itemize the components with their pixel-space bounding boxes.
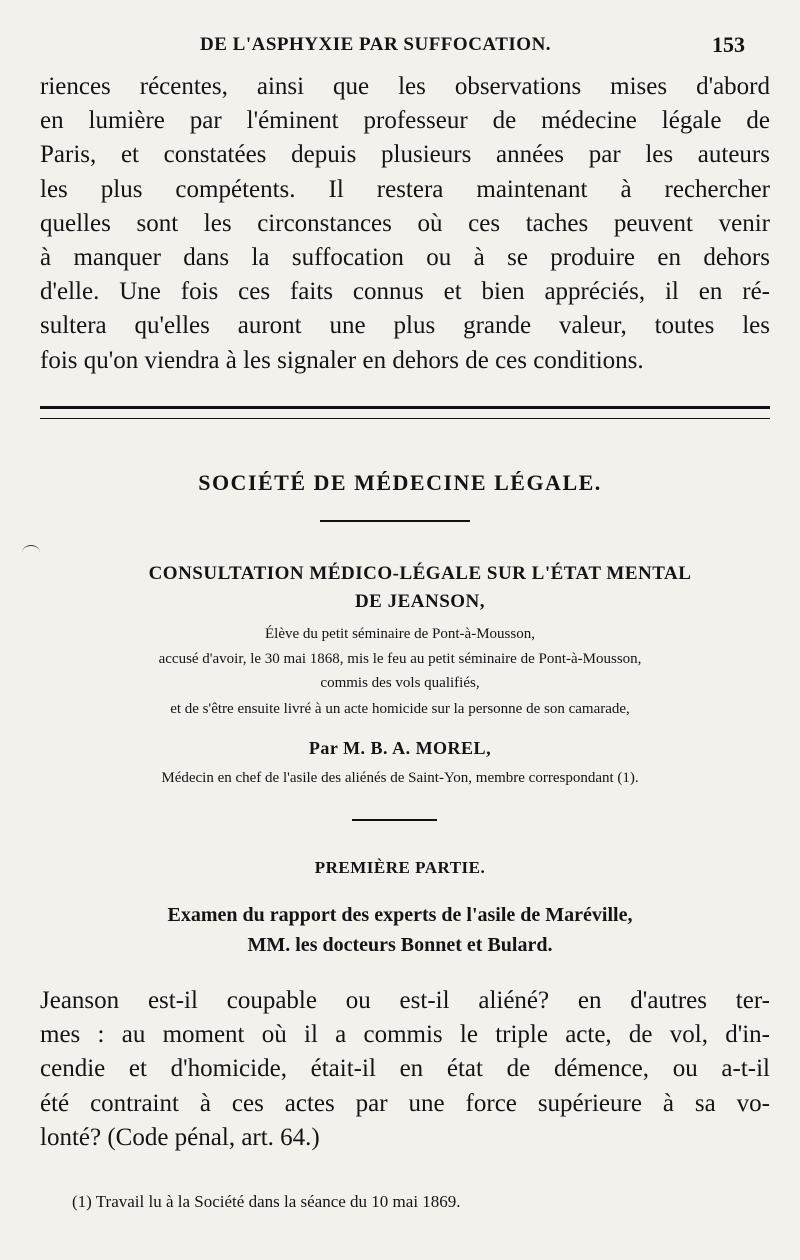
text-line: cendie et d'homicide, était-il en état de démence, ou a-t-il <box>40 1055 770 1083</box>
text-line: les plus compétents. Il restera maintenant à rechercher <box>40 175 770 203</box>
text-line: Paris, et constatées depuis plusieurs années par les auteurs <box>40 141 770 169</box>
text-line: fois qu'on viendra à les signaler en dehors de ces conditions. <box>40 346 644 374</box>
footnote: (1) Travail lu à la Société dans la séance du 10 mai 1869. <box>72 1192 461 1211</box>
paper-mark <box>22 545 40 560</box>
text-line: d'elle. Une fois ces faits connus et bien appréciés, il en ré- <box>40 278 770 306</box>
running-head: DE L'ASPHYXIE PAR SUFFOCATION. <box>200 34 552 55</box>
text-line: quelles sont les circonstances où ces taches peuvent venir <box>40 209 770 237</box>
text-line: été contraint à ces actes par une force supérieure à sa vo- <box>40 1089 770 1117</box>
text-line: en lumière par l'éminent professeur de médecine légale de <box>40 107 770 135</box>
article-detail: Élève du petit séminaire de Pont-à-Mousson, <box>265 626 535 642</box>
text-line: lonté? (Code pénal, art. 64.) <box>40 1123 320 1151</box>
article-title-continued: DE JEANSON, <box>354 591 486 612</box>
text-line: riences récentes, ainsi que les observations mises d'abord <box>40 73 770 100</box>
text-line: à manquer dans la suffocation ou à se produire en dehors <box>40 244 770 272</box>
part-title: PREMIÈRE PARTIE. <box>314 858 486 877</box>
section-divider <box>40 406 770 419</box>
article-detail: commis des vols qualifiés, <box>320 675 480 691</box>
page-number: 153 <box>712 32 745 57</box>
text-line: Jeanson est-il coupable ou est-il aliéné? en d'autres ter- <box>40 987 770 1014</box>
article-detail: accusé d'avoir, le 30 mai 1868, mis le feu au petit séminaire de Pont-à-Mousson, <box>158 651 642 667</box>
question-paragraph <box>40 984 770 1155</box>
exam-title: Examen du rapport des experts de l'asile de Maréville, <box>167 904 633 926</box>
author-byline: Par M. B. A. MOREL, <box>308 738 492 758</box>
intro-paragraph <box>40 70 770 378</box>
article-title: CONSULTATION MÉDICO-LÉGALE SUR L'ÉTAT MENTAL <box>148 563 692 584</box>
article-detail: et de s'être ensuite livré à un acte homicide sur la personne de son camarade, <box>170 701 630 717</box>
text-line: mes : au moment où il a commis le triple acte, de vol, d'in- <box>40 1021 770 1049</box>
author-affiliation: Médecin en chef de l'asile des aliénés de Saint-Yon, membre correspondant (1). <box>161 770 639 786</box>
exam-title-continued: MM. les docteurs Bonnet et Bulard. <box>247 934 553 956</box>
section-title: SOCIÉTÉ DE MÉDECINE LÉGALE. <box>198 470 602 495</box>
text-line: sultera qu'elles auront une plus grande valeur, toutes les <box>40 312 770 340</box>
short-rule <box>352 819 437 821</box>
short-rule <box>320 520 470 522</box>
